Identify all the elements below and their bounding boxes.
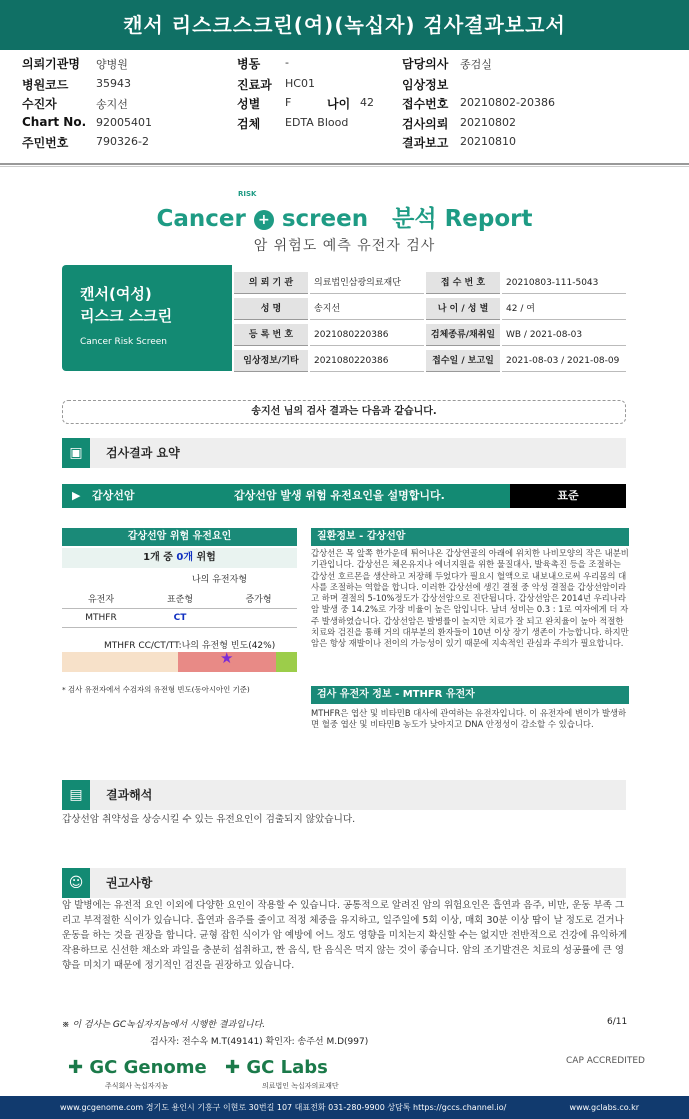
product-name-en: Cancer Risk Screen — [80, 337, 168, 347]
advice-section-header — [62, 868, 626, 898]
triangle-right-icon: ▶ — [72, 489, 81, 502]
info-label: 성 명 — [234, 298, 308, 320]
info-label: 의 뢰 기 관 — [234, 272, 308, 294]
folder-icon: ▣ — [62, 438, 90, 468]
hospital-label: 의뢰기관명 — [22, 57, 80, 71]
gene-info-text: MTHFR은 엽산 및 비타민B 대사에 관여하는 유전자입니다. 이 유전자에 변이가 발생하면 혈중 엽산 및 비타민B 농도가 낮아지고 DNA 안정성이 감소할 수 있습니다. — [311, 708, 627, 730]
ward-label: 병동 — [237, 57, 261, 71]
info-value: 2021-08-03 / 2021-08-09 — [502, 350, 626, 372]
gene-info-head: 검사 유전자 정보 - MTHFR 유전자 — [311, 686, 629, 704]
info-value: 송지선 — [310, 298, 424, 320]
info-value: 42 / 여 — [502, 298, 626, 320]
info-label: 임상정보/기타 — [234, 350, 308, 372]
frequency-footnote: * 검사 유전자에서 수검자의 유전형 빈도(동아시아인 기준) — [62, 685, 250, 694]
gc-labs-logo: ✚ GC Labs — [225, 1057, 328, 1078]
request-value: 20210802 — [460, 116, 516, 129]
gc-labs-sub: 의료법인 녹십자의료재단 — [262, 1082, 339, 1090]
footer-note: ※ 이 검사는 GC녹십자지놈에서 시행한 결과입니다. — [62, 1020, 266, 1030]
specimen-label: 검체 — [237, 117, 261, 131]
report-date-value: 20210810 — [460, 135, 516, 148]
header-divider-thin — [0, 166, 689, 167]
info-value: 의료법인삼광의료재단 — [310, 272, 424, 294]
clinical-label: 임상정보 — [402, 78, 449, 92]
accession-value: 20210802-20386 — [460, 96, 555, 109]
dept-label: 진료과 — [237, 78, 272, 92]
summary-title: 검사결과 요약 — [106, 446, 180, 460]
rrn-label: 주민번호 — [22, 136, 69, 150]
plus-icon: + — [254, 210, 274, 230]
header-divider — [0, 163, 689, 165]
accession-label: 접수번호 — [402, 97, 449, 111]
footer-address: www.gcgenome.com 경기도 용인시 기흥구 이현로 30번길 107 대표전화 031-280-9900 상담톡 https://gccs.channel.io/ — [60, 1103, 507, 1112]
risk-count-number: 0개 — [176, 552, 194, 563]
age-label: 나이 — [327, 97, 351, 111]
star-marker-icon: ★ — [220, 649, 234, 667]
result-banner — [62, 484, 626, 508]
code-label: 병원코드 — [22, 78, 69, 92]
info-value: 2021080220386 — [310, 350, 424, 372]
info-label: 등 록 번 호 — [234, 324, 308, 346]
risk-count-post: 위험 — [196, 552, 216, 563]
interpretation-title: 결과해석 — [106, 788, 153, 802]
logo-risk: RISK — [238, 190, 257, 198]
age-value: 42 — [360, 96, 374, 109]
report-date-label: 결과보고 — [402, 136, 449, 150]
dept-value: HC01 — [285, 77, 315, 90]
info-label: 검체종류/채취일 — [426, 324, 500, 346]
info-value: 2021080220386 — [310, 324, 424, 346]
banner-cancer-name: 갑상선암 — [92, 489, 135, 502]
table-divider — [62, 627, 297, 628]
chart-value: 92005401 — [96, 116, 152, 129]
standard-genotype: CT — [173, 613, 187, 623]
signers: 검사자: 전수옥 M.T(49141) 확인자: 송주선 M.D(997) — [150, 1037, 369, 1047]
request-label: 검사의뢰 — [402, 117, 449, 131]
chart-label: Chart No. — [22, 115, 87, 129]
specimen-value: EDTA Blood — [285, 116, 349, 129]
code-value: 35943 — [96, 77, 131, 90]
footer-bar — [0, 1096, 689, 1119]
logo-report-kr: 분석 — [392, 206, 437, 232]
sex-label: 성별 — [237, 97, 261, 111]
banner-description: 갑상선암 발생 위험 유전요인을 설명합니다. — [234, 489, 445, 502]
interpretation-text: 갑상선암 취약성을 상승시킬 수 있는 유전요인이 검출되지 않았습니다. — [62, 814, 356, 825]
advice-title: 권고사항 — [106, 876, 153, 890]
logo-report-en: Report — [444, 206, 533, 232]
product-card — [62, 265, 232, 371]
cancer-risk-screen-logo — [0, 190, 689, 233]
ward-value: - — [285, 56, 289, 69]
freq-segment-cc — [62, 652, 178, 672]
info-label: 나 이 / 성 별 — [426, 298, 500, 320]
footer-site: www.gclabs.co.kr — [569, 1103, 639, 1112]
gc-genome-logo: ✚ GC Genome — [68, 1057, 207, 1078]
info-value: WB / 2021-08-03 — [502, 324, 626, 346]
risk-count — [62, 548, 297, 568]
doctor-value: 종검실 — [460, 58, 492, 71]
genotype-frequency-bar — [62, 649, 297, 672]
receiver-label: 수진자 — [22, 97, 57, 111]
doctor-label: 담당의사 — [402, 57, 449, 71]
genotype-frequency-label: MTHFR CC/CT/TT:나의 유전형 빈도(42%) — [104, 641, 276, 651]
clipboard-icon: ▤ — [62, 780, 90, 810]
gc-genome-sub: 주식회사 녹십자지놈 — [105, 1082, 169, 1090]
hospital-value: 양병원 — [96, 58, 128, 71]
gene-name: MTHFR — [85, 613, 117, 623]
result-status-badge: 표준 — [510, 484, 626, 508]
risk-count-pre: 1개 중 — [143, 552, 173, 563]
freq-segment-tt — [276, 652, 297, 672]
logo-cancer: Cancer — [156, 206, 246, 232]
report-title: 캔서 리스크스크린(여)(녹십자) 검사결과보고서 — [0, 0, 689, 50]
gene-risk-head: 갑상선암 위험 유전요인 — [62, 528, 297, 546]
product-name-line1: 캔서(여성) — [80, 285, 152, 303]
disease-info-text: 갑상선은 목 앞쪽 한가운데 튀어나온 갑상연골의 아래에 위치한 나비모양의 작은 내분비기관입니다. 갑상선은 체온유지나 에너지원을 위한 물질대사, 발육촉진 등을 조절하는 갑상선 호르몬을 생산하고 저장해 두었다가 필요시 혈액으로 내보내으로써 우리몸의 대사를 조절하는 역할을 합니다. 이러한 갑상선에 생긴 결절 중 악성 결절을 갑상선암이라고 하며 결절의 5-10%정도가 갑상선암으로 진단됩니다. 갑상선암은 2014년 우리나라 암 발생 중 14.2%로 가장 비율이 높은 암입니다. 남녀 성비는 0.3 : 1로 여자에게 더 자주 발생하였습니다. 갑상선암은 발병률이 높지만 치료가 잘 되고 완치율이 높아 적절한 치료와 검진을 통해 거의 대부분의 환자들이 10년 이상 장기 생존이 가능합니다. 하지만 암은 항상 재발이나 전이의 가능성이 있기 때문에 지속적인 관심과 주의가 필요합니다. — [311, 548, 629, 649]
col-increased: 증가형 — [245, 595, 272, 605]
page-number: 6/11 — [607, 1017, 628, 1027]
col-standard: 표준형 — [166, 595, 194, 605]
summary-section-header — [62, 438, 626, 468]
result-notice: 송지선 님의 검사 결과는 다음과 같습니다. — [62, 400, 626, 424]
receiver-value: 송지선 — [96, 98, 128, 111]
interpretation-section-header — [62, 780, 626, 810]
info-label: 접수일 / 보고일 — [426, 350, 500, 372]
sex-value: F — [285, 96, 292, 109]
cap-accredited-logo: CAP ACCREDITED — [566, 1056, 645, 1066]
info-label: 접 수 번 호 — [426, 272, 500, 294]
table-divider — [62, 608, 297, 609]
advice-text: 암 발병에는 유전적 요인 이외에 다양한 요인이 작용할 수 있습니다. 공통적으로 알려진 암의 위험요인은 흡연과 음주, 비만, 운동 부족 그리고 부적절한 식이가 있습니다. 흡연과 음주를 줄이고 적정 체중을 유지하고, 일주일에 5회 이상, 매회 30분 이상 땀이 날 정도로 걷거나 운동을 하는 것을 권장을 합니다. 균형 잡힌 식이가 암 예방에 어느 정도 영향을 미치는지 확신할 수는 없지만 전반적으로 건강에 유익하게 작용하므로 신선한 채소와 과일을 충분히 섭취하고, 짠 음식, 탄 음식은 먹지 않는 것이 좋습니다. 암의 조기발견은 치료의 성공률에 큰 영향을 미치기 때문에 정기적인 검진을 권장하고 있습니다. — [62, 900, 628, 971]
report-subtitle: 암 위험도 예측 유전자 검사 — [253, 238, 436, 254]
my-genotype-label: 나의 유전자형 — [191, 575, 248, 585]
product-name-line2: 리스크 스크린 — [80, 307, 173, 325]
disease-info-head: 질환정보 - 갑상선암 — [311, 528, 629, 546]
doctor-icon: ☺ — [62, 868, 90, 898]
info-value: 20210803-111-5043 — [502, 272, 626, 294]
logo-screen: screen — [281, 206, 369, 232]
col-gene: 유전자 — [87, 595, 115, 605]
gc-labs-text: GC Labs — [246, 1057, 328, 1078]
gc-genome-text: GC Genome — [89, 1057, 207, 1078]
rrn-value: 790326-2 — [96, 135, 149, 148]
